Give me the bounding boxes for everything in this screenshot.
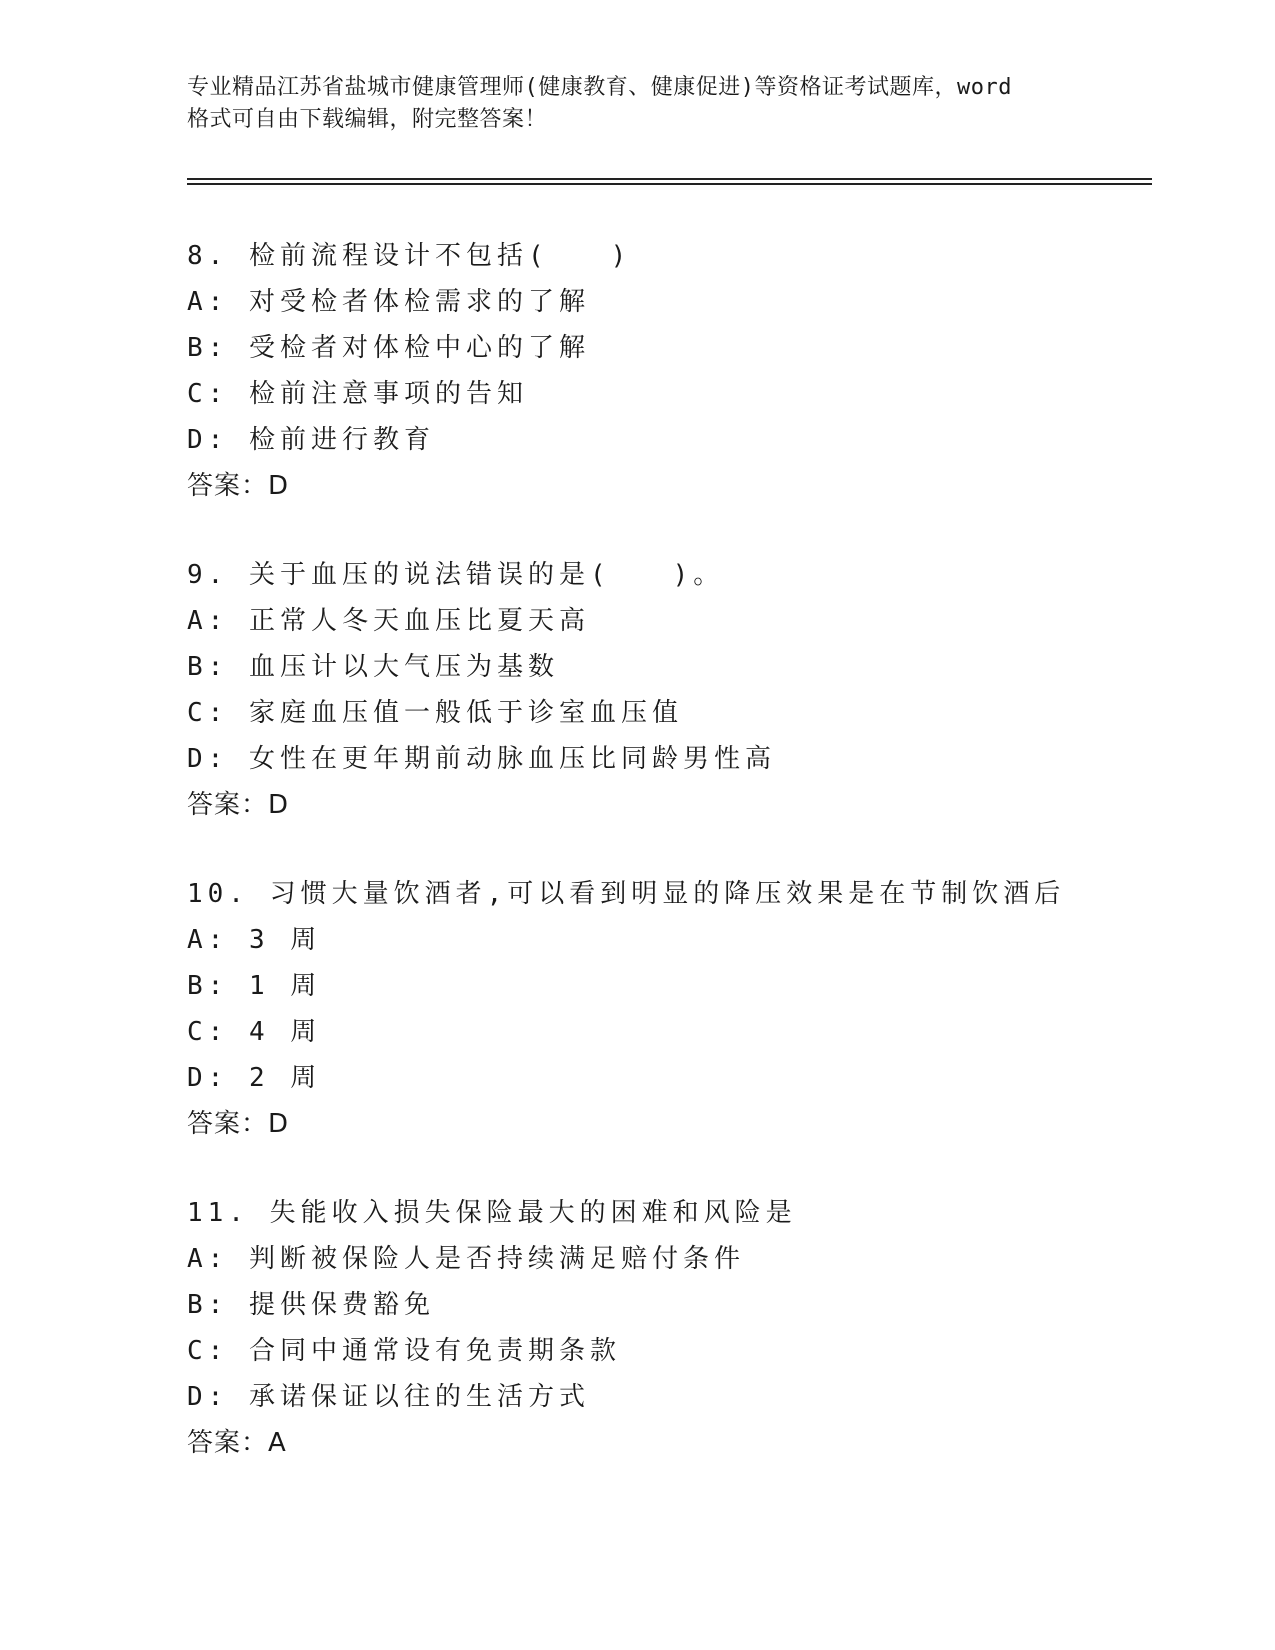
option-c: C: 家庭血压值一般低于诊室血压值 <box>187 698 683 728</box>
answer: 答案：D <box>187 1109 290 1139</box>
option-d: D: 检前进行教育 <box>187 425 435 455</box>
question-11 <box>187 1190 1147 1466</box>
question-10 <box>187 871 1147 1147</box>
answer: 答案：D <box>187 471 290 501</box>
option-d: D: 女性在更年期前动脉血压比同龄男性高 <box>187 744 776 774</box>
option-b: B: 提供保费豁免 <box>187 1290 435 1320</box>
question-stem: 11. 失能收入损失保险最大的困难和风险是 <box>187 1198 797 1228</box>
option-d: D: 2 周 <box>187 1063 322 1093</box>
option-a: A: 判断被保险人是否持续满足赔付条件 <box>187 1244 745 1274</box>
answer: 答案：A <box>187 1428 287 1458</box>
option-b: B: 血压计以大气压为基数 <box>187 652 559 682</box>
question-stem: 10. 习惯大量饮酒者,可以看到明显的降压效果是在节制饮酒后 <box>187 879 1066 909</box>
option-b: B: 受检者对体检中心的了解 <box>187 333 590 363</box>
option-c: C: 检前注意事项的告知 <box>187 379 528 409</box>
option-a: A: 正常人冬天血压比夏天高 <box>187 606 590 636</box>
document-header <box>187 72 1087 136</box>
option-c: C: 4 周 <box>187 1017 322 1047</box>
header-line-2: 格式可自由下载编辑，附完整答案！ <box>187 107 548 132</box>
option-a: A: 3 周 <box>187 925 322 955</box>
option-c: C: 合同中通常设有免责期条款 <box>187 1336 621 1366</box>
question-9 <box>187 552 1147 828</box>
answer: 答案：D <box>187 790 290 820</box>
option-b: B: 1 周 <box>187 971 322 1001</box>
option-d: D: 承诺保证以往的生活方式 <box>187 1382 590 1412</box>
header-divider-top <box>187 178 1152 180</box>
question-8 <box>187 233 1147 509</box>
option-a: A: 对受检者体检需求的了解 <box>187 287 590 317</box>
header-divider-bottom <box>187 183 1152 185</box>
question-stem: 9. 关于血压的说法错误的是( )。 <box>187 560 725 590</box>
question-stem: 8. 检前流程设计不包括( ) <box>187 241 632 271</box>
header-line-1: 专业精品江苏省盐城市健康管理师(健康教育、健康促进)等资格证考试题库，word <box>187 75 1012 100</box>
